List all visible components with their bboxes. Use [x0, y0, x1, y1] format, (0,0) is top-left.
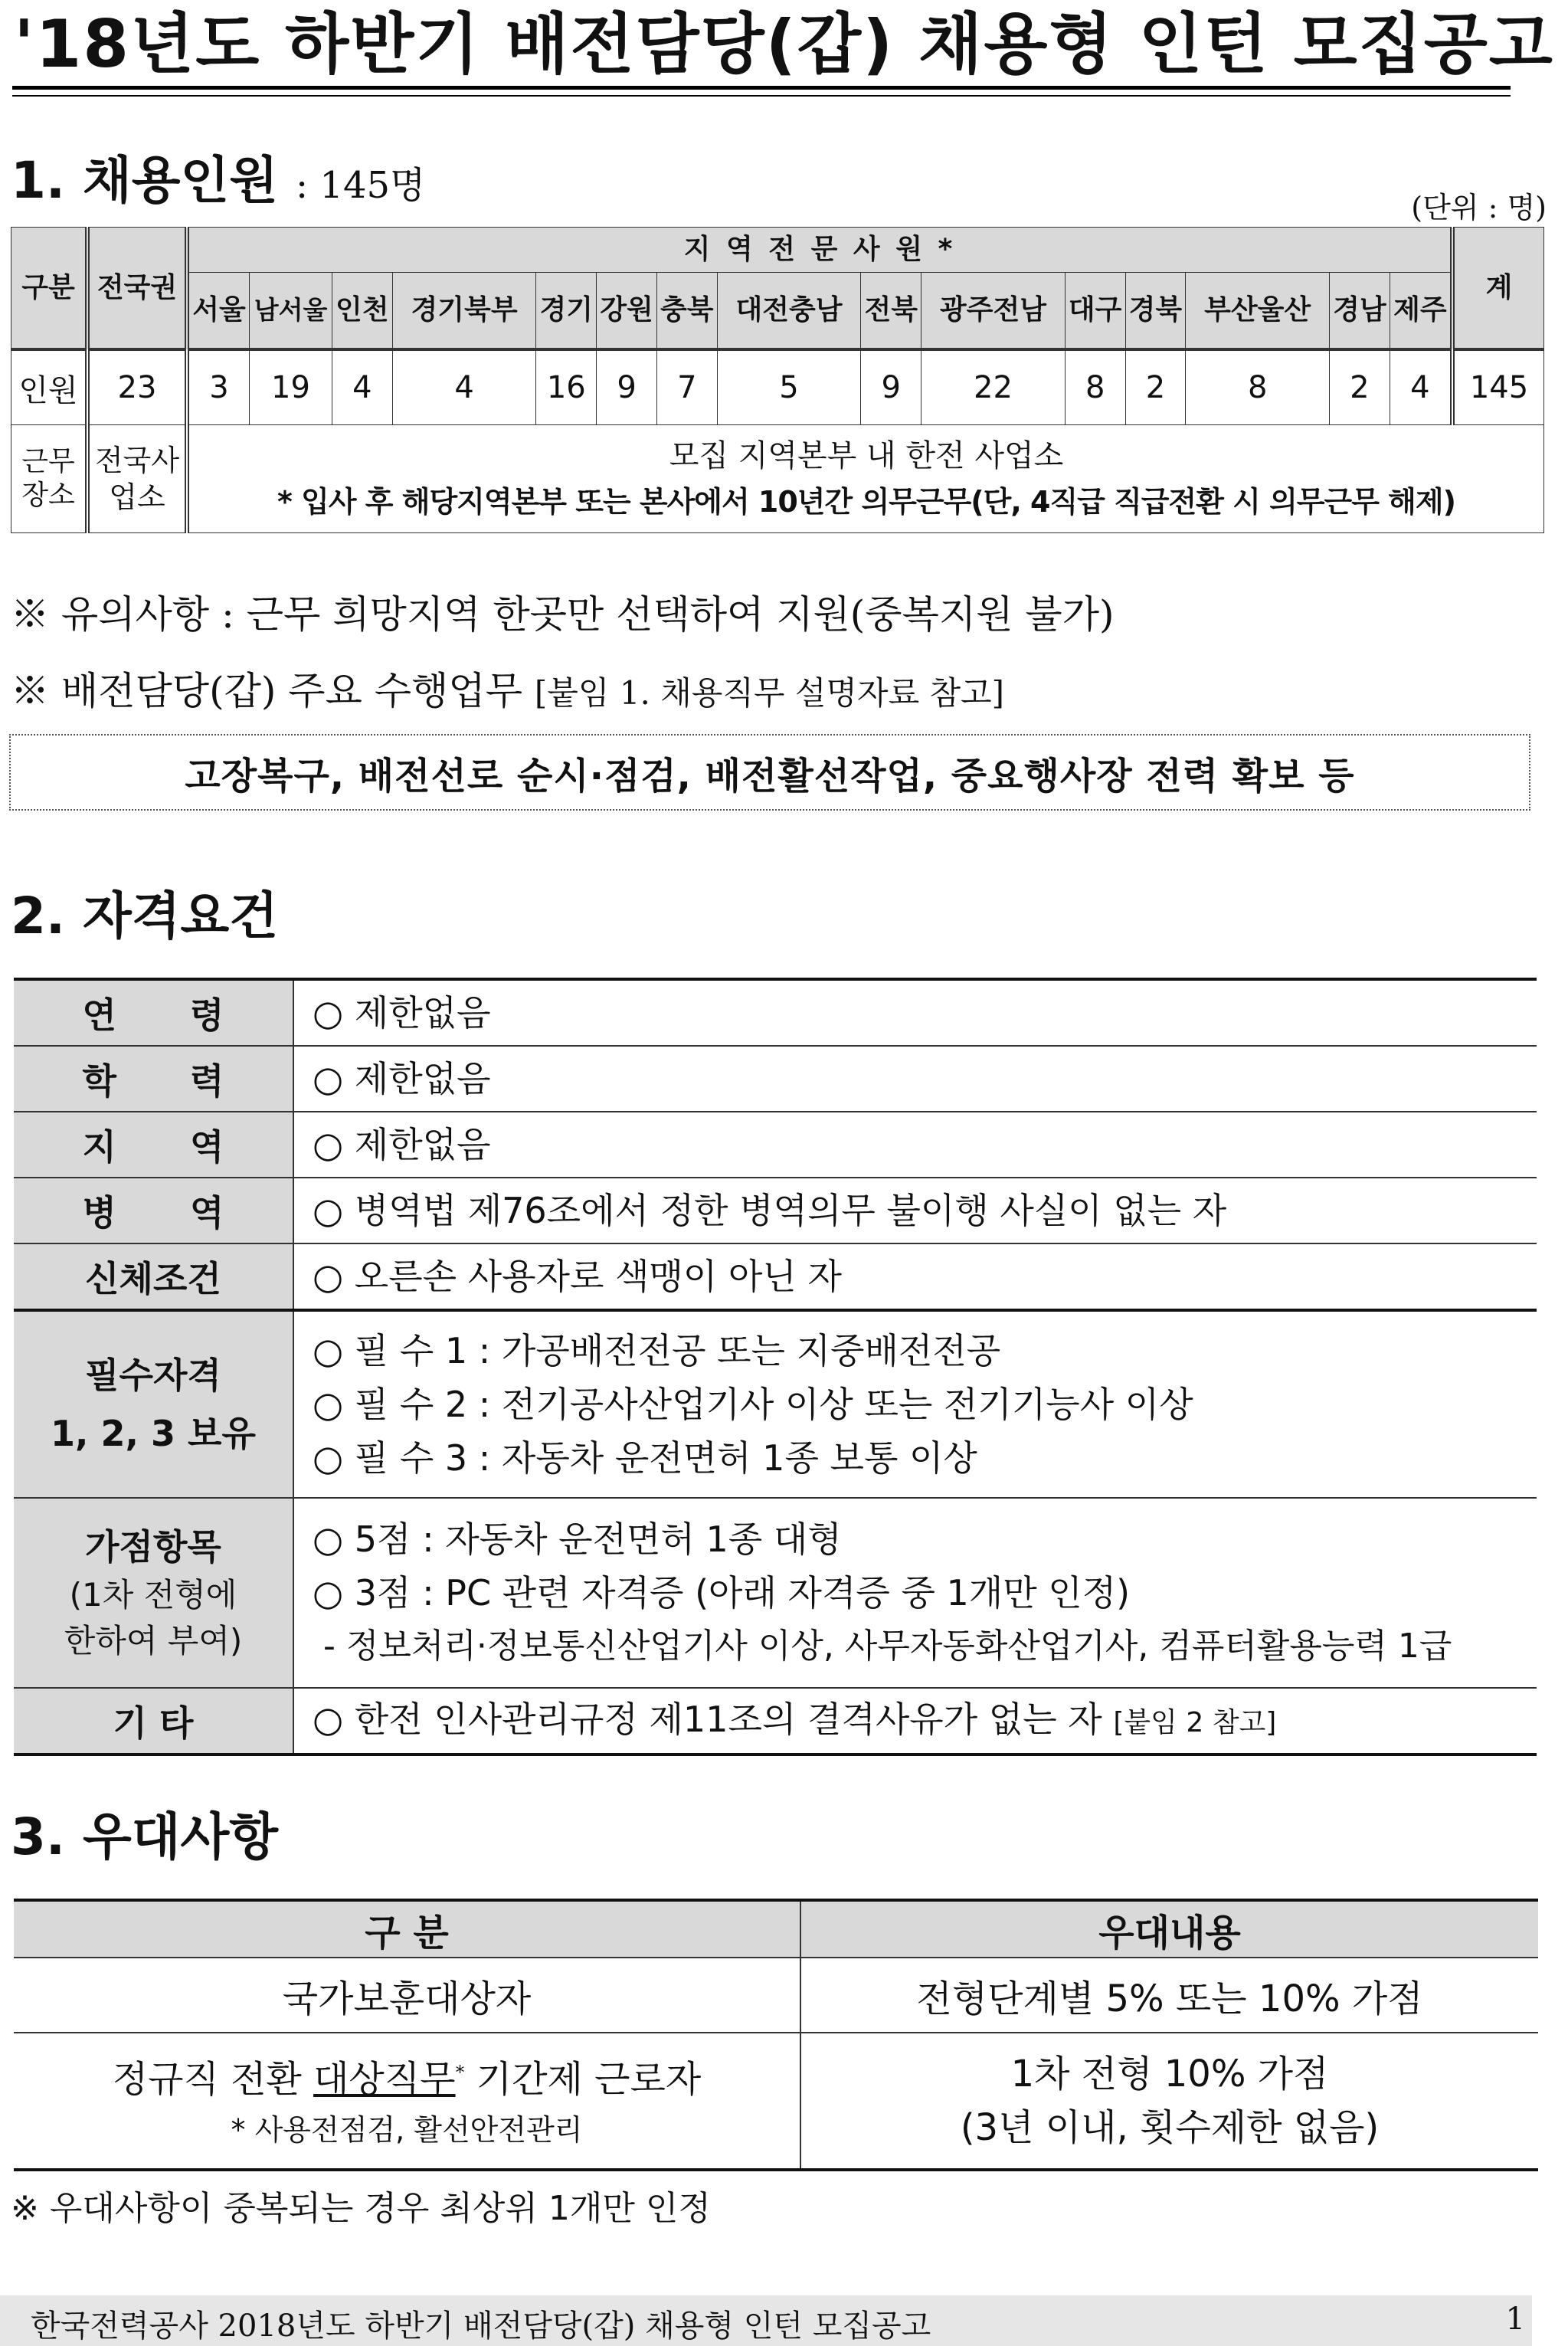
loc-national: 전국사업소	[87, 425, 187, 533]
bonus-line-1: ○ 5점 : 자동차 운전면허 1종 대형	[313, 1519, 842, 1560]
bonus-label: 가점항목	[85, 1526, 221, 1568]
region-value: 9	[861, 349, 921, 425]
hire-count: : 145명	[295, 164, 426, 207]
bonus-line-3: - 정보처리·정보통신산업기사 이상, 사무자동화산업기사, 컴퓨터활용능력 1급	[313, 1627, 1452, 1666]
hiring-table	[11, 227, 1544, 533]
region-value: 9	[597, 349, 657, 425]
loc-region: 모집 지역본부 내 한전 사업소	[669, 438, 1064, 473]
region-header: 서울	[187, 273, 250, 350]
region-value: 2	[1330, 349, 1390, 425]
table-row	[11, 349, 1544, 425]
region-value: 8	[1186, 349, 1330, 425]
row2-target-duty: 대상직무	[313, 2057, 456, 2101]
notice-apply-once: ※ 유의사항 : 근무 희망지역 한곳만 선택하여 지원(중복지원 불가)	[11, 592, 1115, 637]
region-header: 경기	[536, 273, 597, 350]
qualification-label: 병 역	[14, 1178, 293, 1243]
bonus-label-cell	[14, 1498, 293, 1688]
unit-note: (단위 : 명)	[1411, 191, 1547, 224]
preference-table	[14, 1899, 1538, 2171]
region-value: 2	[1125, 349, 1186, 425]
region-header: 대전충남	[717, 273, 861, 350]
table-row	[14, 979, 1537, 1046]
col-gubun: 구분	[11, 228, 88, 350]
region-header: 강원	[597, 273, 657, 350]
required-line-1: ○ 필 수 1 : 가공배전전공 또는 지중배전전공	[313, 1330, 1001, 1371]
qualification-label: 연 령	[14, 979, 293, 1046]
etc-ref: [붙임 2 참고]	[1113, 1706, 1277, 1738]
etc-text: ○ 한전 인사관리규정 제11조의 결격사유가 없는 자	[313, 1698, 1102, 1740]
row2-note: * 사용전점검, 활선안전관리	[231, 2112, 583, 2147]
required-label-sub: 1, 2, 3 보유	[51, 1413, 256, 1454]
total-value: 145	[1452, 349, 1544, 425]
region-value: 4	[1390, 349, 1452, 425]
table-row	[14, 1046, 1537, 1112]
required-line-2: ○ 필 수 2 : 전기공사산업기사 이상 또는 전기기능사 이상	[313, 1384, 1193, 1425]
loc-note: * 입사 후 해당지역본부 또는 본사에서 10년간 의무근무(단, 4직급 직급전환 시 의무근무 해제)	[277, 485, 1455, 519]
section1-title: 1. 채용인원	[11, 151, 278, 210]
region-header: 광주전남	[921, 273, 1066, 350]
row-label: 인원	[11, 349, 88, 425]
required-values	[293, 1310, 1537, 1498]
col-national: 전국권	[87, 228, 187, 350]
section3-heading: 3. 우대사항	[11, 1807, 278, 1866]
section1-heading	[11, 150, 425, 216]
region-header: 부산울산	[1186, 273, 1330, 350]
section2-heading: 2. 자격요건	[11, 886, 278, 945]
page-number: 1	[1505, 2302, 1525, 2337]
bonus-line-2: ○ 3점 : PC 관련 자격증 (아래 자격증 중 1개만 인정)	[313, 1572, 1131, 1614]
qualification-value: ○ 오른손 사용자로 색맹이 아닌 자	[293, 1243, 1537, 1310]
col-benefit: 우대내용	[800, 1900, 1538, 1958]
row2-benefit-sub: (3년 이내, 횟수제한 없음)	[960, 2106, 1380, 2149]
qualification-label: 지 역	[14, 1112, 293, 1178]
table-row	[14, 1178, 1537, 1243]
region-value: 8	[1065, 349, 1125, 425]
region-header: 전북	[861, 273, 921, 350]
duty-box: 고장복구, 배전선로 순시·점검, 배전활선작업, 중요행사장 전력 확보 등	[9, 734, 1530, 811]
qualification-value: ○ 제한없음	[293, 1112, 1537, 1178]
row2-part3: 기간제 근로자	[464, 2057, 702, 2101]
table-row	[14, 1112, 1537, 1178]
region-value: 5	[717, 349, 861, 425]
title-rule	[12, 86, 1511, 90]
region-header-row	[11, 273, 1544, 350]
etc-value	[293, 1688, 1537, 1755]
row1-benefit: 전형단계별 5% 또는 10% 가점	[800, 1958, 1538, 2033]
qualification-value: ○ 병역법 제76조에서 정한 병역의무 불이행 사실이 없는 자	[293, 1178, 1537, 1243]
region-header: 경기북부	[392, 273, 536, 350]
loc-region-cell	[187, 425, 1544, 533]
bonus-label-sub2: 한하여 부여)	[64, 1622, 243, 1660]
required-label-cell	[14, 1310, 293, 1498]
etc-label: 기 타	[14, 1688, 293, 1755]
footer-text: 한국전력공사 2018년도 하반기 배전담당(갑) 채용형 인턴 모집공고	[31, 2308, 931, 2344]
region-value: 3	[187, 349, 250, 425]
col-total: 계	[1452, 228, 1544, 350]
region-header: 경북	[1125, 273, 1186, 350]
qualification-label: 학 력	[14, 1046, 293, 1112]
qualification-value: ○ 제한없음	[293, 979, 1537, 1046]
region-header: 대구	[1065, 273, 1125, 350]
region-header: 남서울	[250, 273, 332, 350]
bonus-values	[293, 1498, 1537, 1688]
notice-duty-ref: [붙임 1. 채용직무 설명자료 참고]	[534, 674, 1005, 712]
row1-category: 국가보훈대상자	[14, 1958, 800, 2033]
row2-benefit-main: 1차 전형 10% 가점	[1010, 2053, 1329, 2095]
region-value: 19	[250, 349, 332, 425]
row2-benefit	[800, 2033, 1538, 2170]
notice-duty: ※ 배전담당(갑) 주요 수행업무	[11, 669, 522, 713]
page-title: '18년도 하반기 배전담당(갑) 채용형 인턴 모집공고	[14, 6, 1554, 83]
region-header: 인천	[332, 273, 392, 350]
region-value: 7	[656, 349, 717, 425]
required-label: 필수자격	[85, 1355, 221, 1396]
required-line-3: ○ 필 수 3 : 자동차 운전면허 1종 보통 이상	[313, 1437, 977, 1479]
region-header: 경남	[1330, 273, 1390, 350]
bonus-label-sub1: (1차 전형에	[69, 1576, 237, 1614]
qualification-value: ○ 제한없음	[293, 1046, 1537, 1112]
row2-category-main: 정규직 전환 대상직무* 기간제 근로자	[112, 2057, 702, 2101]
col-region-group: 지 역 전 문 사 원 *	[187, 228, 1452, 273]
row2-category	[14, 2033, 800, 2170]
row2-part1: 정규직 전환	[112, 2057, 314, 2101]
region-value: 4	[392, 349, 536, 425]
qualification-table	[14, 978, 1537, 1756]
region-header: 제주	[1390, 273, 1452, 350]
loc-label: 근무장소	[11, 425, 88, 533]
qualification-label: 신체조건	[14, 1243, 293, 1310]
region-value: 16	[536, 349, 597, 425]
table-row	[14, 1243, 1537, 1310]
preference-notice: ※ 우대사항이 중복되는 경우 최상위 1개만 인정	[11, 2189, 711, 2228]
notice-duty-line	[11, 660, 1004, 716]
region-header: 충북	[656, 273, 717, 350]
title-rule-thin	[12, 95, 1511, 97]
region-value: 22	[921, 349, 1066, 425]
national-value: 23	[87, 349, 187, 425]
col-category: 구 분	[14, 1900, 800, 1958]
region-value: 4	[332, 349, 392, 425]
